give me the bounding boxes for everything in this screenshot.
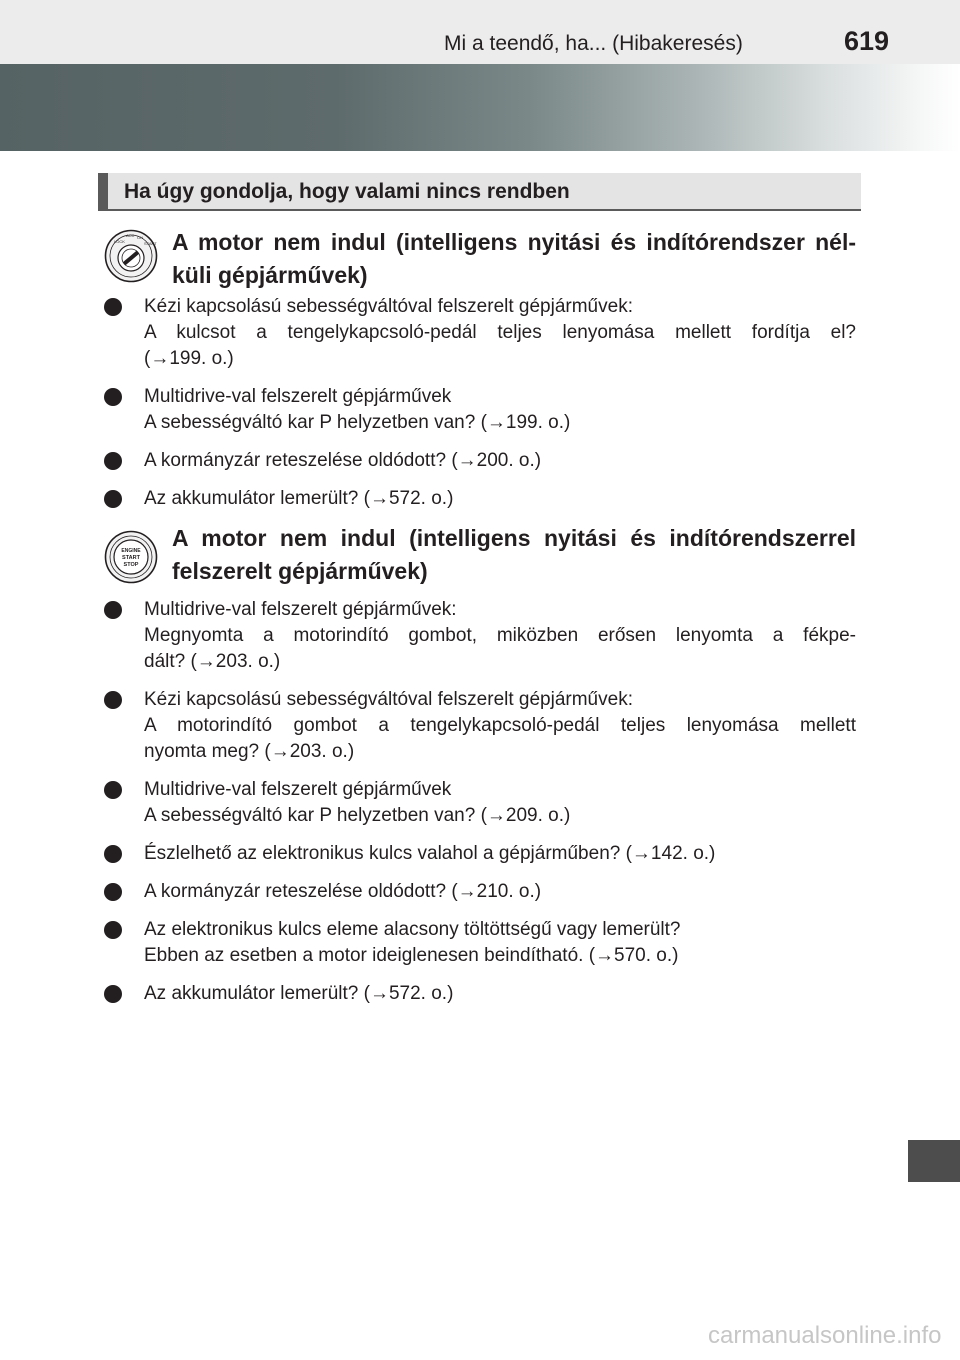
item-line: Megnyomta a motorindító gombot, miközben erősen lenyomta a fékpe-: [144, 625, 856, 646]
list-item: [104, 486, 856, 512]
item-line: Az akkumulátor lemerült? (→572. o.): [144, 983, 454, 1004]
bullet-icon: [104, 921, 122, 939]
bullet-icon: [104, 883, 122, 901]
chapter-tab-marker: [908, 1140, 960, 1182]
engine-start-stop-icon: [104, 530, 158, 584]
section-title: Ha úgy gondolja, hogy valami nincs rendben: [124, 180, 570, 203]
page-number: 619: [844, 26, 890, 56]
item-line: A sebességváltó kar P helyzetben van? (→209. o.): [144, 805, 571, 826]
item-line: Multidrive-val felszerelt gépjárművek:: [144, 599, 457, 620]
bullet-icon: [104, 845, 122, 863]
svg-text:ACC: ACC: [126, 233, 135, 238]
svg-text:ON: ON: [137, 235, 143, 240]
item-line: A sebességváltó kar P helyzetben van? (→199. o.): [144, 412, 571, 433]
item-line: Kézi kapcsolású sebességváltóval felszerelt gépjárművek:: [144, 689, 633, 710]
heading-line: A motor nem indul (intelligens nyitási és indítórendszer nél-: [172, 229, 856, 255]
item-line: A kormányzár reteszelése oldódott? (→200. o.): [144, 450, 542, 471]
bullet-icon: [104, 452, 122, 470]
section-heading-bar: [98, 173, 861, 211]
list-item: [104, 597, 856, 675]
bullet-icon: [104, 388, 122, 406]
item-line: Észlelhető az elektronikus kulcs valahol a gépjárműben? (→142. o.): [144, 843, 716, 864]
item-line: A kulcsot a tengelykapcsoló-pedál teljes lenyomása mellett fordítja el?: [144, 322, 856, 343]
list-item: [104, 841, 856, 867]
checklist-2: [104, 597, 856, 1019]
checklist-1: [104, 294, 856, 524]
watermark: carmanualsonline.info: [708, 1322, 942, 1349]
icon-label: STOP: [123, 562, 139, 568]
bullet-icon: [104, 490, 122, 508]
item-line: nyomta meg? (→203. o.): [144, 741, 355, 762]
item-line: A motorindító gombot a tengelykapcsoló-pedál teljes lenyomása mellett: [144, 715, 856, 736]
subsection-heading-1: [172, 226, 856, 292]
heading-line: felszerelt gépjárművek): [172, 558, 428, 584]
svg-text:START: START: [144, 241, 157, 246]
item-line: dált? (→203. o.): [144, 651, 281, 672]
heading-line: küli gépjárművek): [172, 262, 368, 288]
list-item: [104, 687, 856, 765]
item-line: (→199. o.): [144, 348, 234, 369]
heading-line: A motor nem indul (intelligens nyitási és indítórendszerrel: [172, 525, 856, 551]
bullet-icon: [104, 781, 122, 799]
svg-text:LOCK: LOCK: [114, 239, 125, 244]
list-item: [104, 448, 856, 474]
icon-label: START: [122, 555, 140, 561]
list-item: [104, 879, 856, 905]
list-item: [104, 917, 856, 969]
list-item: [104, 384, 856, 436]
list-item: [104, 777, 856, 829]
item-line: Az elektronikus kulcs eleme alacsony töltöttségű vagy lemerült?: [144, 919, 681, 940]
item-line: Kézi kapcsolású sebességváltóval felszerelt gépjárművek:: [144, 296, 633, 317]
subsection-heading-2: [172, 522, 856, 588]
bullet-icon: [104, 691, 122, 709]
page-title: Mi a teendő, ha... (Hibakeresés): [444, 32, 743, 55]
list-item: [104, 981, 856, 1007]
item-line: Multidrive-val felszerelt gépjárművek: [144, 386, 452, 407]
icon-label: ENGINE: [121, 548, 141, 554]
item-line: Multidrive-val felszerelt gépjárművek: [144, 779, 452, 800]
list-item: [104, 294, 856, 372]
item-line: Az akkumulátor lemerült? (→572. o.): [144, 488, 454, 509]
item-line: Ebben az esetben a motor ideiglenesen beindítható. (→570. o.): [144, 945, 679, 966]
bullet-icon: [104, 601, 122, 619]
ignition-key-icon: [104, 229, 158, 283]
item-line: A kormányzár reteszelése oldódott? (→210. o.): [144, 881, 542, 902]
bullet-icon: [104, 298, 122, 316]
chapter-banner: [0, 64, 960, 151]
bullet-icon: [104, 985, 122, 1003]
